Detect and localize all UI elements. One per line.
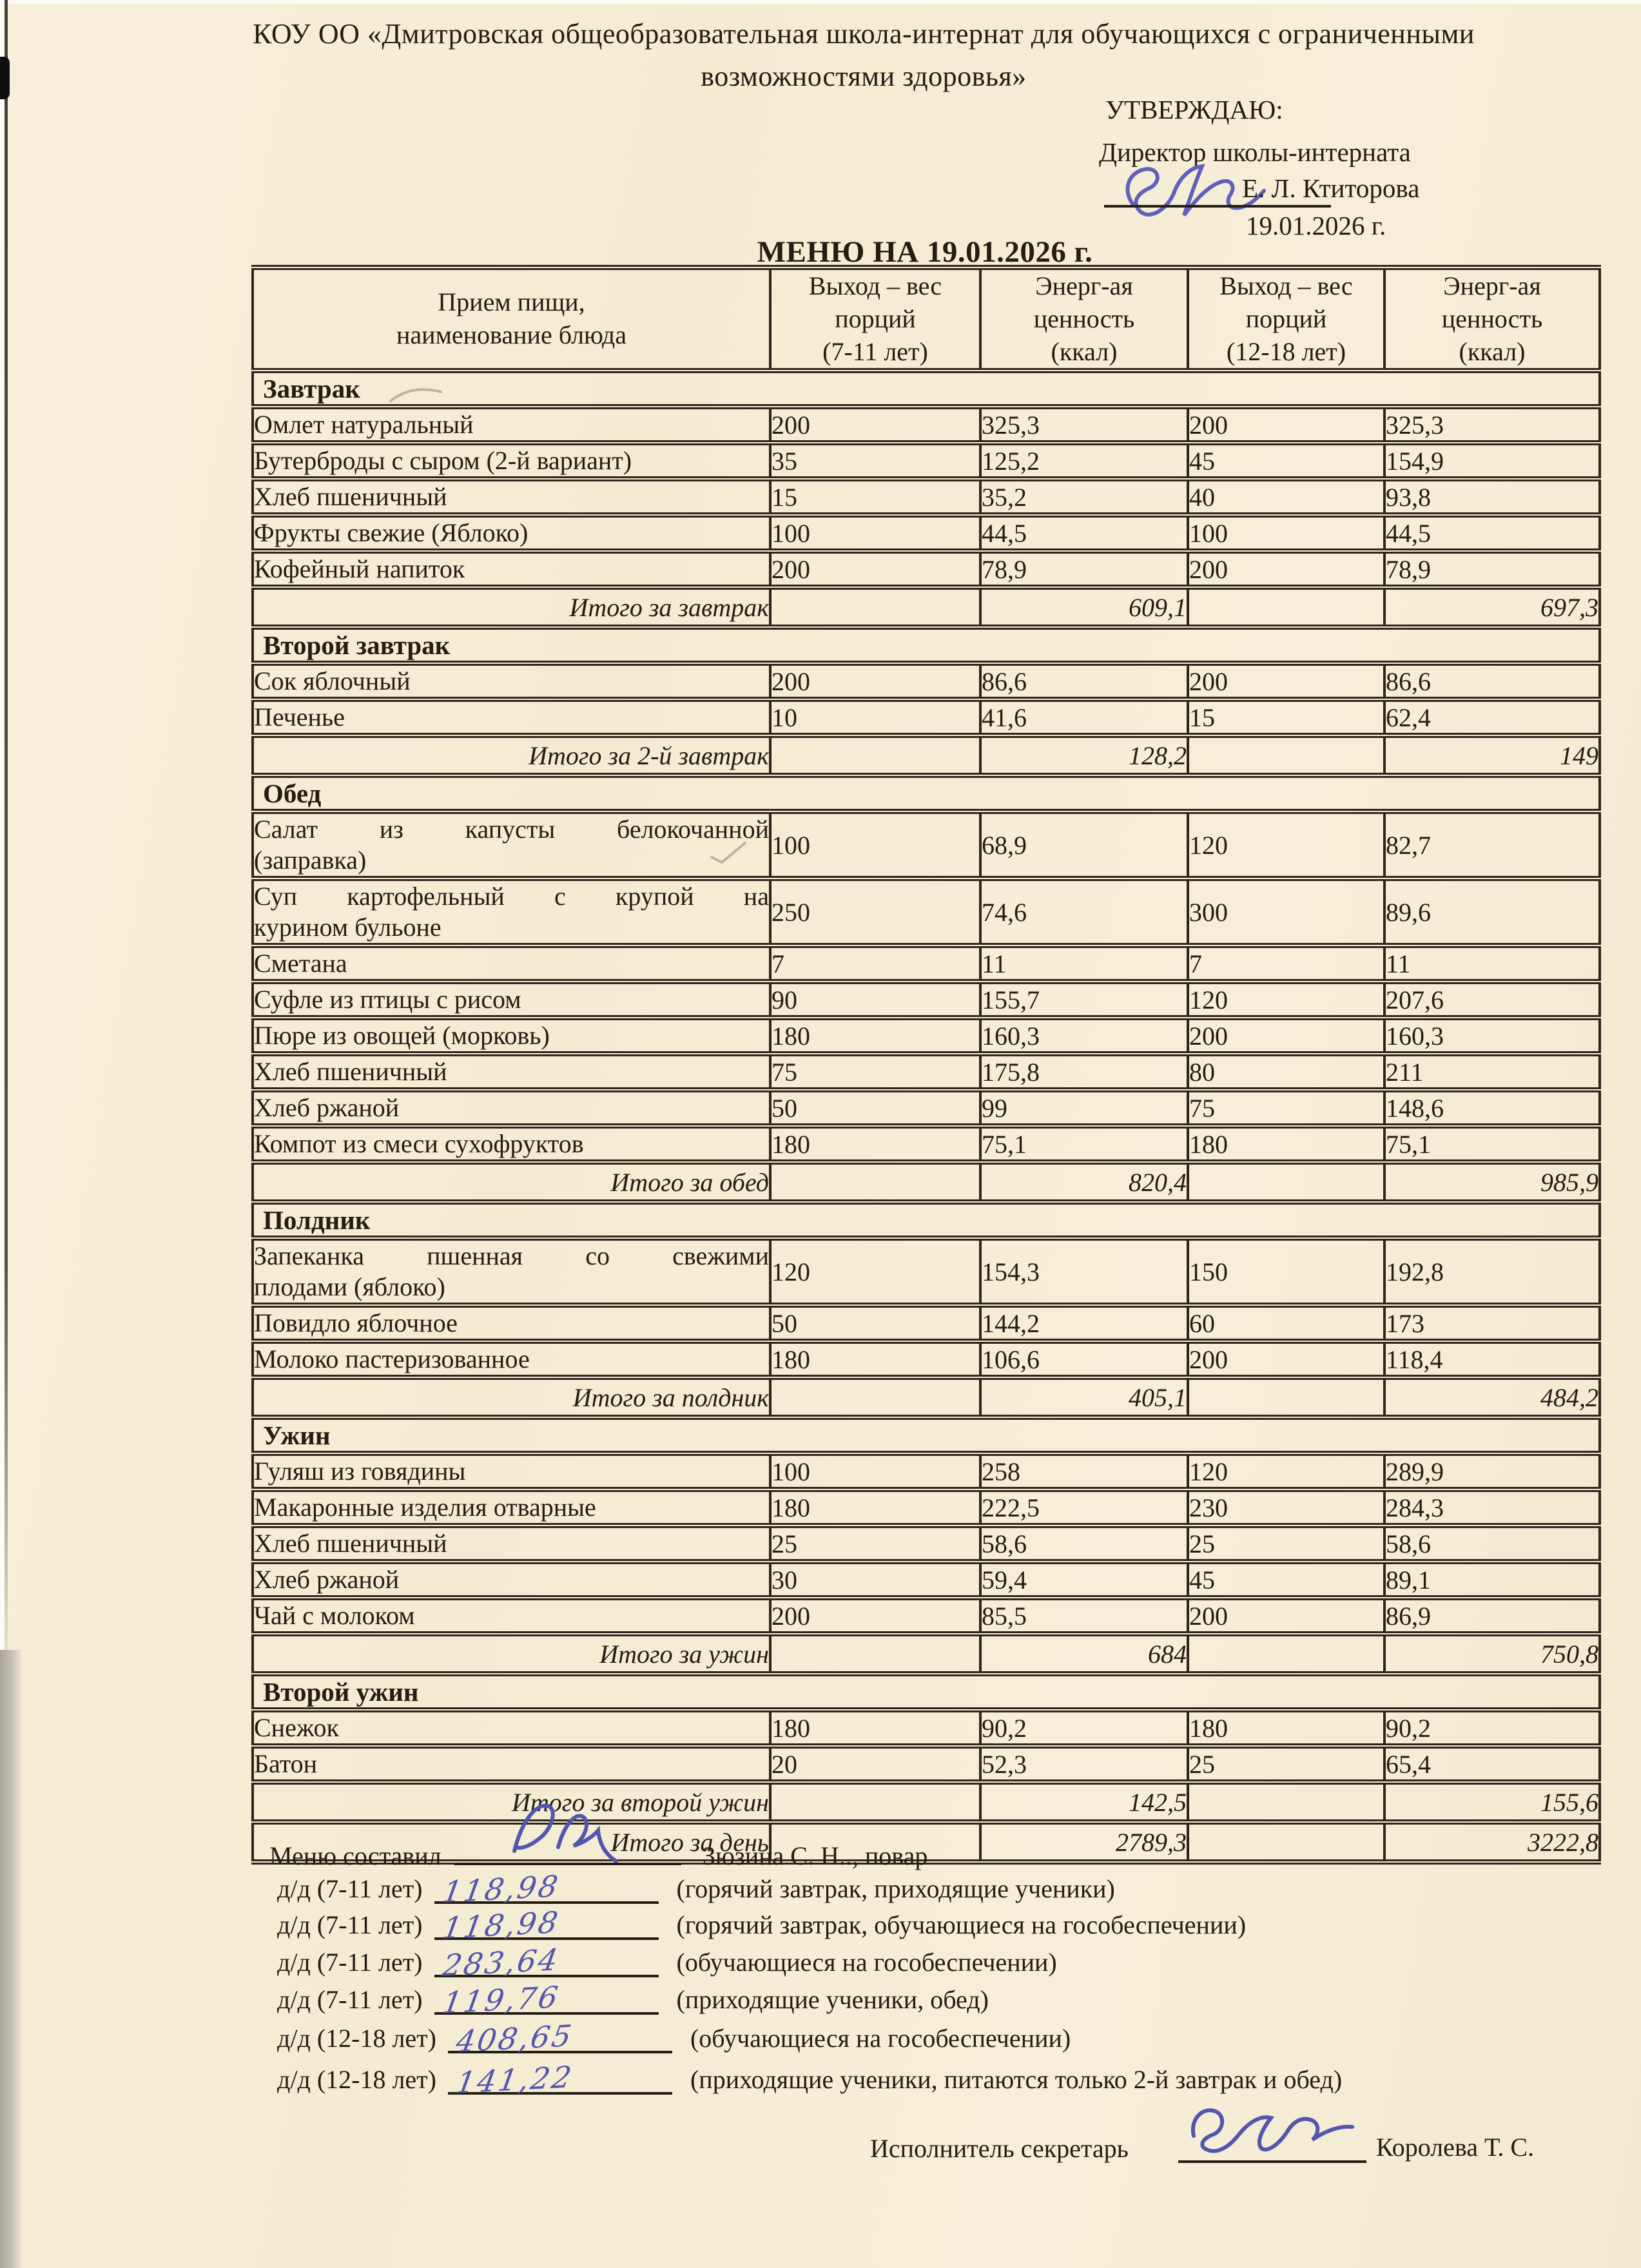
total-value-cell: 985,9	[1384, 1162, 1600, 1202]
energy-value-cell: 58,6	[980, 1526, 1188, 1562]
portion-weight-cell: 180	[770, 1126, 980, 1162]
executor-label: Исполнитель секретарь	[870, 2134, 1129, 2163]
header-row	[253, 267, 1600, 371]
dish-name-cell: Повидло яблочное	[253, 1305, 770, 1341]
column-header: Выход – вес порций (12-18 лет)	[1188, 267, 1384, 371]
section-row	[253, 1202, 1600, 1238]
director-position: Директор школы-интерната	[1099, 137, 1411, 167]
section-label: Полдник	[253, 1202, 1600, 1238]
portion-weight-cell: 200	[770, 407, 980, 443]
dish-row	[253, 443, 1600, 479]
portion-weight-cell: 80	[1188, 1054, 1384, 1090]
dish-name-cell: Сметана	[253, 945, 770, 982]
allowance-label: д/д (7-11 лет)	[277, 1985, 423, 2014]
handwritten-amount: 118,98	[440, 1868, 562, 1910]
energy-value-cell: 52,3	[980, 1746, 1188, 1782]
energy-value-cell: 44,5	[1384, 515, 1600, 551]
allowance-label: д/д (7-11 лет)	[277, 1948, 423, 1977]
energy-value-cell: 160,3	[980, 1018, 1188, 1054]
energy-value-cell: 325,3	[1384, 407, 1600, 443]
allowance-label: д/д (12-18 лет)	[277, 2024, 436, 2053]
menu-table-head	[253, 267, 1600, 371]
energy-value-cell: 75,1	[1384, 1126, 1600, 1162]
portion-weight-cell: 50	[770, 1305, 980, 1341]
handwritten-amount: 119,76	[440, 1979, 562, 2021]
total-value-cell: 128,2	[980, 735, 1188, 775]
column-header: Прием пищи, наименование блюда	[253, 267, 770, 371]
allowance-note: (горячий завтрак, обучающиеся на гособеспечении)	[676, 1910, 1247, 1939]
energy-value-cell: 90,2	[1384, 1710, 1600, 1746]
energy-value-cell: 144,2	[980, 1305, 1188, 1341]
energy-value-cell: 258	[980, 1453, 1188, 1489]
handwritten-amount: 283,64	[440, 1942, 562, 1983]
portion-weight-cell: 180	[1188, 1126, 1384, 1162]
dish-name-cell: Сок яблочный	[253, 663, 770, 699]
allowance-label: д/д (7-11 лет)	[277, 1874, 423, 1903]
energy-value-cell: 99	[980, 1090, 1188, 1126]
portion-weight-cell: 120	[770, 1238, 980, 1305]
total-row	[253, 1634, 1600, 1674]
dish-row	[253, 663, 1600, 699]
dish-name-cell: Хлеб ржаной	[253, 1090, 770, 1126]
portion-weight-cell: 25	[770, 1526, 980, 1562]
energy-value-cell: 68,9	[980, 811, 1188, 878]
portion-weight-cell: 20	[770, 1746, 980, 1782]
scan-left-shadow	[5, 0, 8, 1689]
portion-weight-cell: 10	[770, 699, 980, 735]
dish-name-cell: Суфле из птицы с рисом	[253, 982, 770, 1018]
energy-value-cell: 82,7	[1384, 811, 1600, 878]
energy-value-cell: 154,9	[1384, 443, 1600, 479]
portion-weight-cell: 300	[1188, 878, 1384, 945]
total-row	[253, 1782, 1600, 1822]
portion-weight-cell: 25	[1188, 1746, 1384, 1782]
dish-row	[253, 1054, 1600, 1090]
portion-weight-cell: 230	[1188, 1489, 1384, 1526]
dish-row	[253, 945, 1600, 982]
energy-value-cell: 173	[1384, 1305, 1600, 1341]
portion-weight-cell: 45	[1188, 1562, 1384, 1598]
portion-weight-cell: 250	[770, 878, 980, 945]
allowance-line	[277, 1903, 1247, 1946]
dish-row	[253, 1018, 1600, 1054]
portion-weight-cell: 75	[1188, 1090, 1384, 1126]
energy-value-cell: 86,6	[980, 663, 1188, 699]
dish-name-cell: Хлеб пшеничный	[253, 479, 770, 515]
allowance-amount-line	[434, 1976, 659, 2021]
dish-name-cell: Хлеб пшеничный	[253, 1054, 770, 1090]
portion-weight-cell: 45	[1188, 443, 1384, 479]
dish-name-cell: Суп картофельный с крупой на курином бульоне	[253, 878, 770, 945]
energy-value-cell: 118,4	[1384, 1341, 1600, 1377]
portion-weight-cell: 200	[770, 663, 980, 699]
dish-row	[253, 1305, 1600, 1341]
dish-name-cell: Фрукты свежие (Яблоко)	[253, 515, 770, 551]
portion-weight-cell: 150	[1188, 1238, 1384, 1305]
allowance-note: (обучающиеся на гособеспечении)	[676, 1948, 1057, 1977]
allowance-note: (приходящие ученики, обед)	[676, 1985, 989, 2014]
energy-value-cell: 155,7	[980, 982, 1188, 1018]
signature-line	[1104, 205, 1331, 208]
portion-weight-cell	[1188, 1634, 1384, 1674]
total-value-cell: 684	[980, 1634, 1188, 1674]
energy-value-cell: 106,6	[980, 1341, 1188, 1377]
energy-value-cell: 325,3	[980, 407, 1188, 443]
energy-value-cell: 62,4	[1384, 699, 1600, 735]
dish-row	[253, 515, 1600, 551]
section-row	[253, 1417, 1600, 1453]
dish-name-cell: Салат из капусты белокочанной (заправка)	[253, 811, 770, 878]
portion-weight-cell: 40	[1188, 479, 1384, 515]
allowance-line	[277, 1866, 1115, 1910]
portion-weight-cell	[770, 1782, 980, 1822]
energy-value-cell: 154,3	[980, 1238, 1188, 1305]
portion-weight-cell: 120	[1188, 1453, 1384, 1489]
portion-weight-cell: 90	[770, 982, 980, 1018]
approve-date: 19.01.2026 г.	[1246, 211, 1386, 240]
total-value-cell: 484,2	[1384, 1377, 1600, 1417]
dish-row	[253, 878, 1600, 945]
dish-row	[253, 551, 1600, 587]
total-label-cell: Итого за обед	[253, 1162, 770, 1202]
energy-value-cell: 86,6	[1384, 663, 1600, 699]
energy-value-cell: 222,5	[980, 1489, 1188, 1526]
dish-name-cell: Батон	[253, 1746, 770, 1782]
portion-weight-cell: 7	[770, 945, 980, 982]
total-value-cell: 405,1	[980, 1377, 1188, 1417]
dish-name-cell: Омлет натуральный	[253, 407, 770, 443]
section-row	[253, 371, 1600, 407]
portion-weight-cell: 200	[1188, 551, 1384, 587]
allowance-amount-line	[448, 2056, 672, 2100]
total-value-cell: 697,3	[1384, 587, 1600, 627]
total-value-cell: 155,6	[1384, 1782, 1600, 1822]
portion-weight-cell: 200	[1188, 1598, 1384, 1634]
dish-name-cell: Снежок	[253, 1710, 770, 1746]
energy-value-cell: 86,9	[1384, 1598, 1600, 1634]
portion-weight-cell: 120	[1188, 811, 1384, 878]
energy-value-cell: 78,9	[1384, 551, 1600, 587]
energy-value-cell: 78,9	[980, 551, 1188, 587]
dish-row	[253, 982, 1600, 1018]
dish-row	[253, 1126, 1600, 1162]
energy-value-cell: 11	[1384, 945, 1600, 982]
energy-value-cell: 148,6	[1384, 1090, 1600, 1126]
approve-label: УТВЕРЖДАЮ:	[1105, 95, 1283, 124]
portion-weight-cell: 100	[770, 515, 980, 551]
total-label-cell: Итого за полдник	[253, 1377, 770, 1417]
energy-value-cell: 59,4	[980, 1562, 1188, 1598]
section-row	[253, 1674, 1600, 1710]
energy-value-cell: 44,5	[980, 515, 1188, 551]
handwritten-amount: 118,98	[440, 1905, 562, 1946]
allowance-amount-line	[434, 1939, 659, 1983]
total-label-cell: Итого за ужин	[253, 1634, 770, 1674]
energy-value-cell: 211	[1384, 1054, 1600, 1090]
portion-weight-cell: 100	[770, 811, 980, 878]
total-label-cell: Итого за второй ужин	[253, 1782, 770, 1822]
dish-row	[253, 1526, 1600, 1562]
energy-value-cell: 160,3	[1384, 1018, 1600, 1054]
handwritten-amount: 408,65	[453, 2018, 576, 2059]
energy-value-cell: 125,2	[980, 443, 1188, 479]
dish-name-cell: Компот из смеси сухофруктов	[253, 1126, 770, 1162]
energy-value-cell: 89,6	[1384, 878, 1600, 945]
portion-weight-cell: 200	[1188, 1018, 1384, 1054]
portion-weight-cell	[770, 1162, 980, 1202]
portion-weight-cell: 100	[1188, 515, 1384, 551]
scan-binding-mark	[0, 57, 10, 99]
allowance-line	[277, 1977, 989, 2021]
portion-weight-cell: 180	[770, 1341, 980, 1377]
portion-weight-cell	[770, 735, 980, 775]
energy-value-cell: 65,4	[1384, 1746, 1600, 1782]
portion-weight-cell: 180	[770, 1018, 980, 1054]
total-value-cell: 609,1	[980, 587, 1188, 627]
director-name: Е. Л. Ктиторова	[1242, 173, 1420, 203]
portion-weight-cell: 60	[1188, 1305, 1384, 1341]
energy-value-cell: 74,6	[980, 878, 1188, 945]
portion-weight-cell: 25	[1188, 1526, 1384, 1562]
org-header	[213, 13, 1515, 98]
allowance-line	[277, 1940, 1057, 1983]
dish-row	[253, 1341, 1600, 1377]
dish-name-cell: Гуляш из говядины	[253, 1453, 770, 1489]
energy-value-cell: 289,9	[1384, 1453, 1600, 1489]
total-row	[253, 1162, 1600, 1202]
org-name-line2: возможностями здоровья»	[701, 61, 1027, 92]
energy-value-cell: 284,3	[1384, 1489, 1600, 1526]
menu-table-body	[253, 371, 1600, 1862]
energy-value-cell: 90,2	[980, 1710, 1188, 1746]
energy-value-cell: 175,8	[980, 1054, 1188, 1090]
portion-weight-cell	[1188, 735, 1384, 775]
dish-row	[253, 1090, 1600, 1126]
portion-weight-cell: 75	[770, 1054, 980, 1090]
handwritten-amount: 141,22	[453, 2059, 576, 2100]
allowance-note: (обучающиеся на гособеспечении)	[690, 2024, 1071, 2053]
executor-signature-line	[1178, 2160, 1366, 2163]
energy-value-cell: 93,8	[1384, 479, 1600, 515]
energy-value-cell: 207,6	[1384, 982, 1600, 1018]
allowance-note: (горячий завтрак, приходящие ученики)	[676, 1874, 1115, 1903]
dish-row	[253, 1710, 1600, 1746]
portion-weight-cell: 15	[1188, 699, 1384, 735]
energy-value-cell: 75,1	[980, 1126, 1188, 1162]
allowance-amount-line	[434, 1901, 659, 1946]
dish-row	[253, 1562, 1600, 1598]
dish-row	[253, 1746, 1600, 1782]
dish-name-cell: Молоко пастеризованное	[253, 1341, 770, 1377]
portion-weight-cell	[1188, 1822, 1384, 1862]
portion-weight-cell: 180	[770, 1489, 980, 1526]
portion-weight-cell: 15	[770, 479, 980, 515]
portion-weight-cell: 180	[1188, 1710, 1384, 1746]
portion-weight-cell: 30	[770, 1562, 980, 1598]
org-name-line1: КОУ ОО «Дмитровская общеобразовательная школа-интернат для обучающихся с ограниченными	[253, 18, 1475, 50]
dish-row	[253, 811, 1600, 878]
energy-value-cell: 58,6	[1384, 1526, 1600, 1562]
dish-row	[253, 1453, 1600, 1489]
energy-value-cell: 35,2	[980, 479, 1188, 515]
allowance-line	[277, 2016, 1071, 2059]
portion-weight-cell: 200	[1188, 1341, 1384, 1377]
portion-weight-cell	[770, 587, 980, 627]
composed-by-name: Зюзина С. Н.., повар	[703, 1841, 928, 1870]
energy-value-cell: 192,8	[1384, 1238, 1600, 1305]
section-label: Ужин	[253, 1417, 1600, 1453]
total-label-cell: Итого за завтрак	[253, 587, 770, 627]
allowance-label: д/д (12-18 лет)	[277, 2065, 436, 2094]
total-value-cell: 820,4	[980, 1162, 1188, 1202]
dish-row	[253, 1598, 1600, 1634]
column-header: Выход – вес порций (7-11 лет)	[770, 267, 980, 371]
composer-signature-icon	[496, 1792, 670, 1866]
column-header: Энерг-ая ценность (ккал)	[980, 267, 1188, 371]
dish-name-cell: Бутерброды с сыром (2-й вариант)	[253, 443, 770, 479]
section-row	[253, 775, 1600, 811]
energy-value-cell: 89,1	[1384, 1562, 1600, 1598]
section-label: Завтрак	[253, 371, 1600, 407]
portion-weight-cell: 35	[770, 443, 980, 479]
portion-weight-cell	[770, 1377, 980, 1417]
energy-value-cell: 85,5	[980, 1598, 1188, 1634]
allowance-amount-line	[448, 2015, 672, 2059]
portion-weight-cell	[1188, 1162, 1384, 1202]
section-row	[253, 627, 1600, 663]
menu-table	[251, 265, 1601, 1865]
total-value-cell: 142,5	[980, 1782, 1188, 1822]
dish-name-cell: Пюре из овощей (морковь)	[253, 1018, 770, 1054]
total-label-cell: Итого за 2-й завтрак	[253, 735, 770, 775]
dish-row	[253, 407, 1600, 443]
executor-signature-icon	[1181, 2086, 1368, 2166]
dish-name-cell: Чай с молоком	[253, 1598, 770, 1634]
portion-weight-cell: 200	[1188, 663, 1384, 699]
page-title: МЕНЮ НА 19.01.2026 г.	[757, 235, 1093, 269]
total-value-cell: 750,8	[1384, 1634, 1600, 1674]
portion-weight-cell: 200	[770, 551, 980, 587]
total-row	[253, 735, 1600, 775]
portion-weight-cell	[1188, 587, 1384, 627]
total-value-cell: 149	[1384, 735, 1600, 775]
dish-name-cell: Кофейный напиток	[253, 551, 770, 587]
allowance-amount-line	[434, 1865, 659, 1910]
dish-row	[253, 1489, 1600, 1526]
portion-weight-cell: 120	[1188, 982, 1384, 1018]
total-value-cell: 2789,3	[980, 1822, 1188, 1862]
energy-value-cell: 11	[980, 945, 1188, 982]
total-label-cell: Итого за день	[253, 1822, 770, 1862]
portion-weight-cell: 7	[1188, 945, 1384, 982]
executor-name: Королева Т. С.	[1376, 2133, 1535, 2162]
scan-top-edge	[0, 0, 1641, 4]
dish-row	[253, 479, 1600, 515]
portion-weight-cell: 200	[1188, 407, 1384, 443]
allowance-note: (приходящие ученики, питаются только 2-й завтрак и обед)	[690, 2065, 1343, 2094]
section-label: Обед	[253, 775, 1600, 811]
portion-weight-cell	[770, 1634, 980, 1674]
dish-name-cell: Хлеб пшеничный	[253, 1526, 770, 1562]
portion-weight-cell: 50	[770, 1090, 980, 1126]
allowance-label: д/д (7-11 лет)	[277, 1910, 423, 1939]
total-value-cell: 3222,8	[1384, 1822, 1600, 1862]
column-header: Энерг-ая ценность (ккал)	[1384, 267, 1600, 371]
portion-weight-cell: 180	[770, 1710, 980, 1746]
energy-value-cell: 41,6	[980, 699, 1188, 735]
section-label: Второй завтрак	[253, 627, 1600, 663]
dish-name-cell: Хлеб ржаной	[253, 1562, 770, 1598]
portion-weight-cell	[1188, 1377, 1384, 1417]
dish-name-cell: Запеканка пшенная со свежими плодами (яблоко)	[253, 1238, 770, 1305]
dish-row	[253, 1238, 1600, 1305]
scan-corner-shadow	[0, 1650, 23, 2268]
dish-name-cell: Печенье	[253, 699, 770, 735]
dish-name-cell: Макаронные изделия отварные	[253, 1489, 770, 1526]
total-row	[253, 1377, 1600, 1417]
total-row	[253, 587, 1600, 627]
composed-by-label: Меню составил	[269, 1841, 442, 1870]
portion-weight-cell	[1188, 1782, 1384, 1822]
section-label: Второй ужин	[253, 1674, 1600, 1710]
portion-weight-cell: 100	[770, 1453, 980, 1489]
portion-weight-cell: 200	[770, 1598, 980, 1634]
dish-row	[253, 699, 1600, 735]
